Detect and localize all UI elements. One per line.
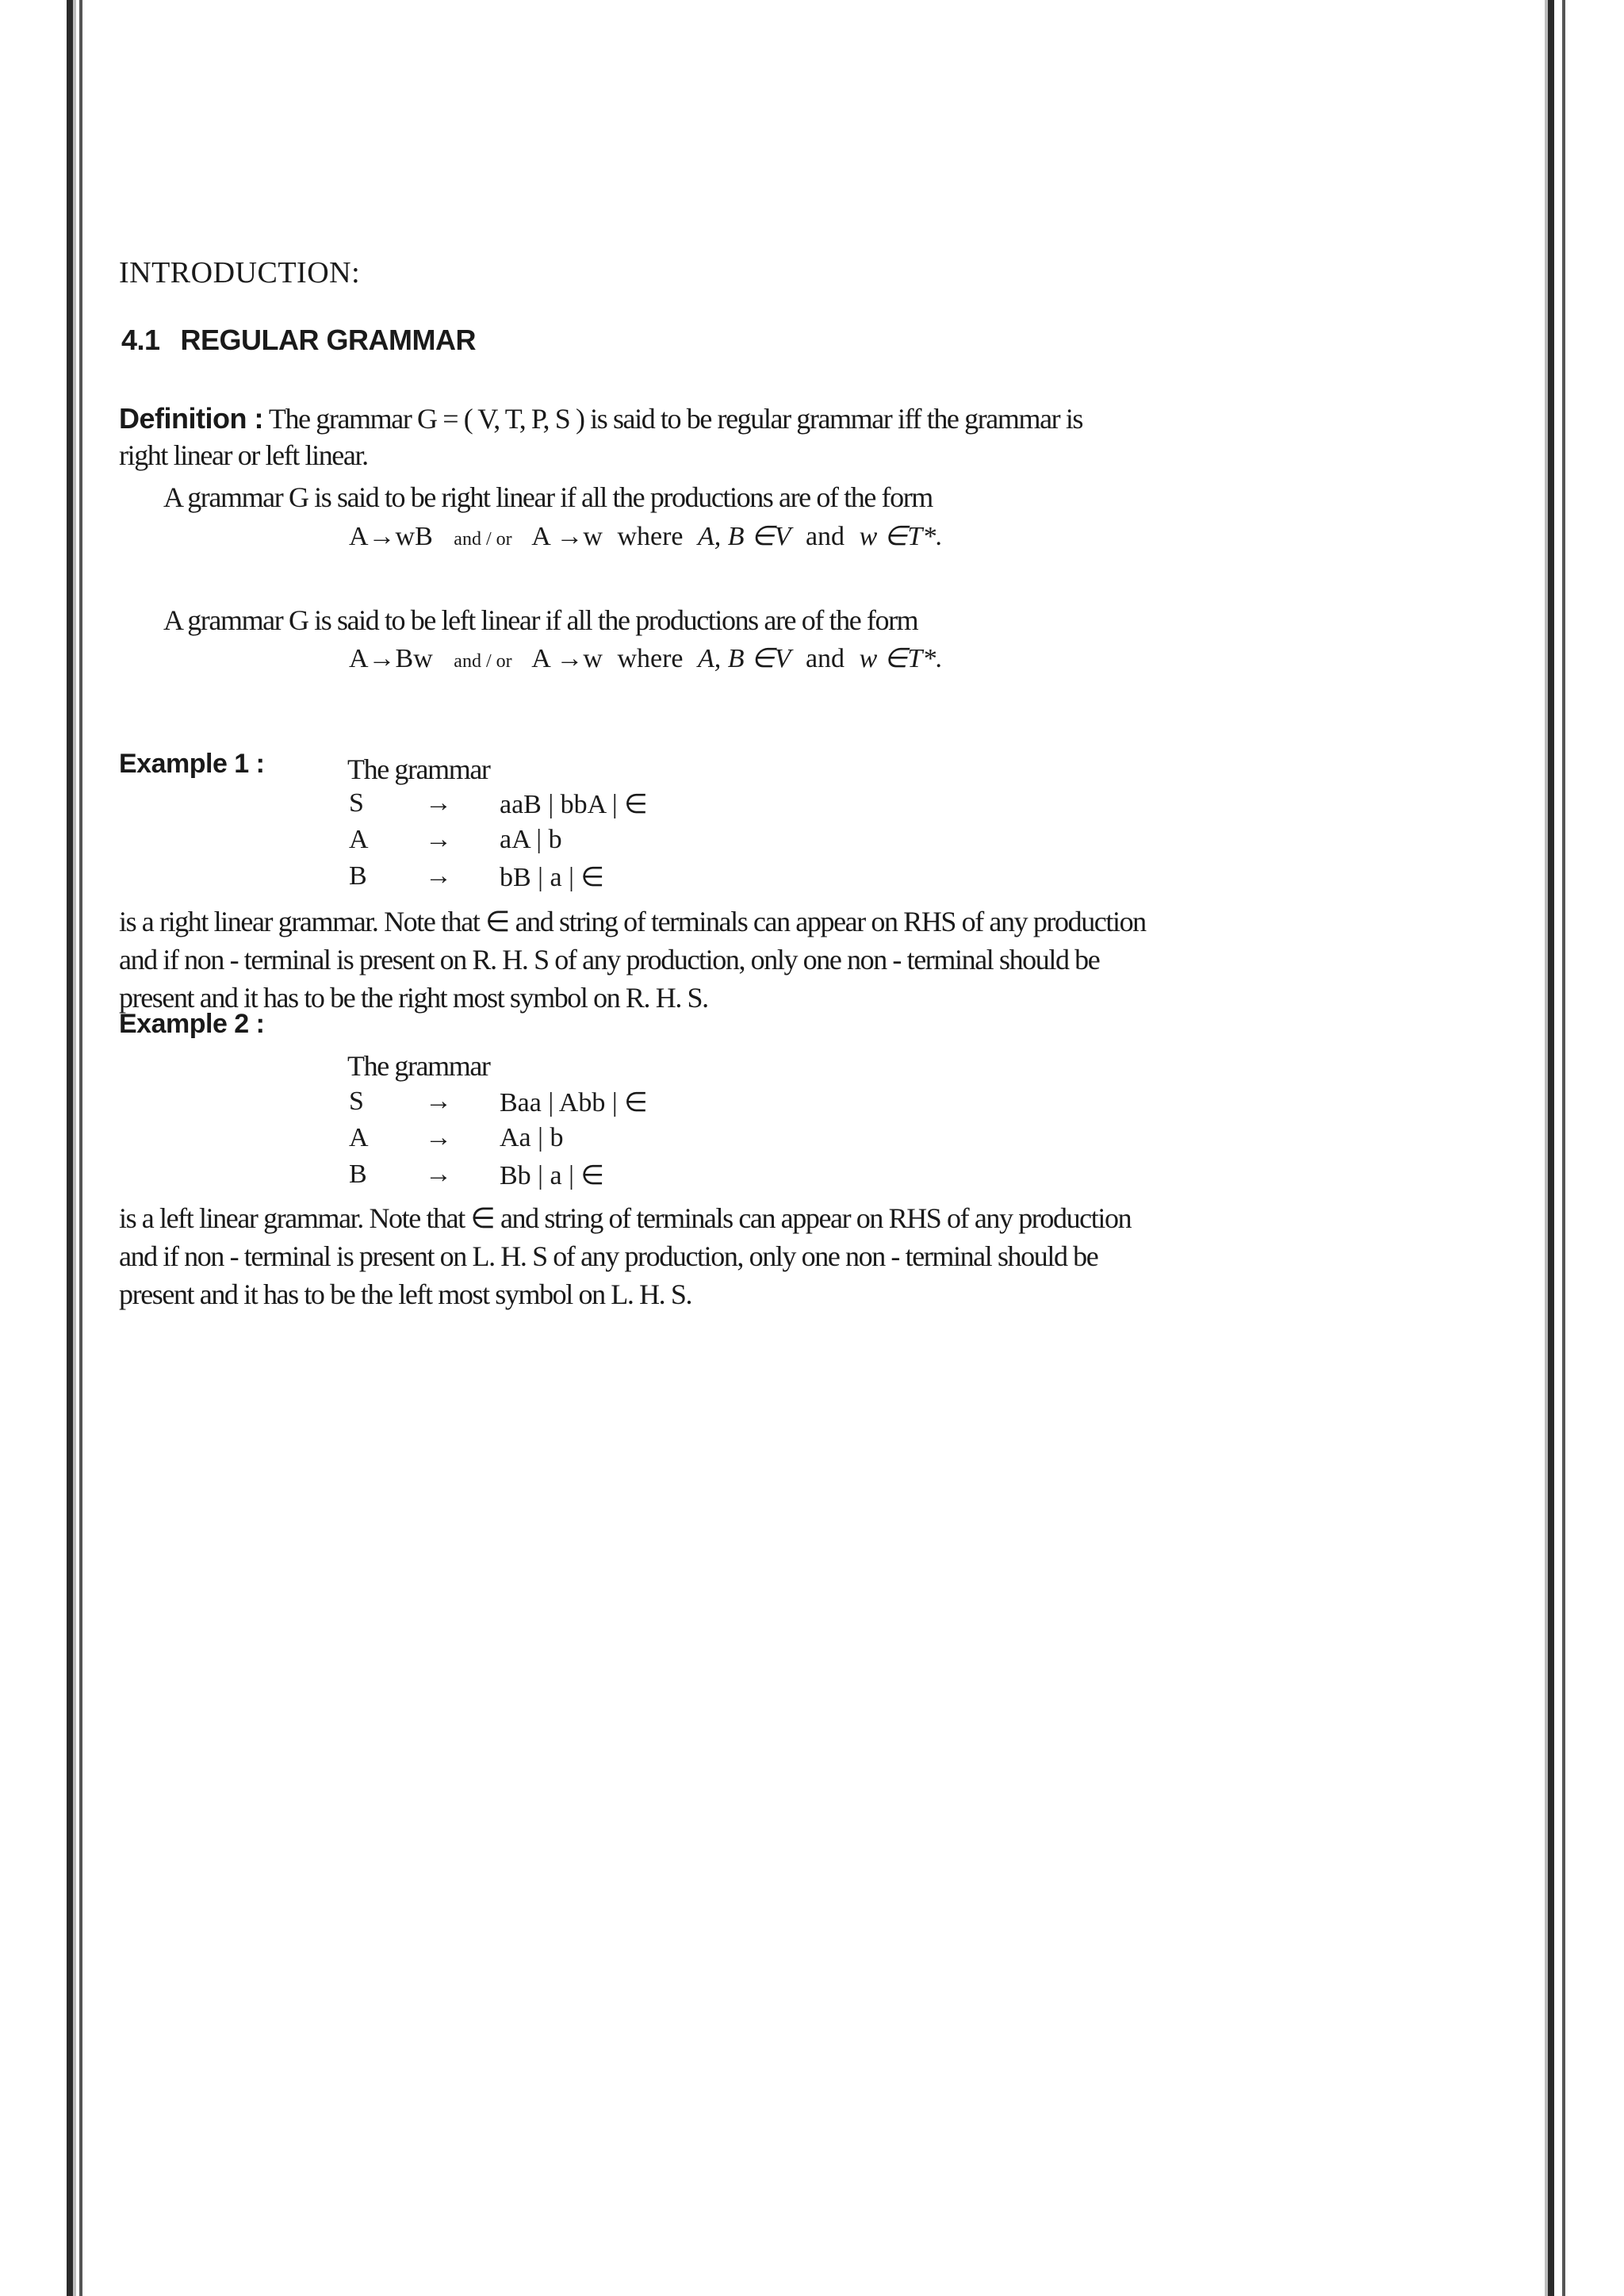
production-arrow: →: [425, 1087, 452, 1116]
formula-production-a: A→wB: [349, 522, 433, 551]
example-1-intro: The grammar: [347, 753, 490, 785]
right-linear-formula: [349, 520, 943, 552]
example-1-label: Example 1 :: [119, 749, 265, 779]
example-2-intro: The grammar: [347, 1050, 490, 1082]
production-rhs: aaB | bbA | ∈: [500, 790, 648, 819]
section-title: REGULAR GRAMMAR: [180, 324, 477, 356]
formula-production-b: A →w: [531, 644, 603, 673]
production-lhs: A: [349, 1123, 369, 1152]
section-number: 4.1: [121, 324, 160, 356]
formula-production-a: A→Bw: [349, 644, 433, 673]
production-rhs: Aa | b: [500, 1123, 564, 1152]
example-1-note-line-2: and if non - terminal is present on R. H. S of any production, only one non - terminal should be: [119, 944, 1100, 976]
page-border-left: [67, 0, 76, 2296]
definition-line-2: right linear or left linear.: [119, 439, 368, 471]
example-1-note-line-1: is a right linear grammar. Note that ∈ and string of terminals can appear on RHS of any production: [119, 906, 1146, 937]
formula-production-b: A →w: [531, 522, 603, 551]
production-arrow: →: [425, 861, 452, 891]
definition-line-1: [119, 400, 1082, 438]
page-border-right: [1545, 0, 1554, 2296]
production-rhs: bB | a | ∈: [500, 863, 604, 892]
formula-where: where: [617, 644, 684, 673]
formula-w: w ∈T*.: [859, 644, 943, 673]
production-lhs: S: [349, 788, 364, 818]
left-linear-sentence: A grammar G is said to be left linear if all the productions are of the form: [163, 604, 918, 636]
production-rhs: Baa | Abb | ∈: [500, 1088, 648, 1117]
example-2-label: Example 2 :: [119, 1009, 265, 1039]
production-arrow: →: [425, 1123, 452, 1152]
production-lhs: S: [349, 1087, 364, 1116]
production-arrow: →: [425, 1159, 452, 1189]
production-rhs: aA | b: [500, 825, 562, 854]
left-linear-formula: [349, 642, 943, 674]
formula-w: w ∈T*.: [859, 522, 943, 551]
formula-andor: and / or: [454, 529, 512, 550]
example-2-note-line-2: and if non - terminal is present on L. H. S of any production, only one non - terminal should be: [119, 1240, 1098, 1272]
formula-and: and: [805, 522, 845, 551]
formula-andor: and / or: [454, 651, 512, 672]
production-lhs: B: [349, 861, 367, 891]
section-heading: [121, 324, 476, 357]
production-arrow: →: [425, 825, 452, 854]
formula-where: where: [617, 522, 684, 551]
definition-label: Definition :: [119, 402, 263, 435]
production-lhs: B: [349, 1159, 367, 1189]
production-rhs: Bb | a | ∈: [500, 1161, 604, 1190]
example-2-note-line-3: present and it has to be the left most symbol on L. H. S.: [119, 1278, 692, 1310]
formula-set: A, B ∈V: [698, 644, 791, 673]
production-lhs: A: [349, 825, 369, 854]
production-arrow: →: [425, 788, 452, 818]
formula-set: A, B ∈V: [698, 522, 791, 551]
definition-text-1: The grammar G = ( V, T, P, S ) is said to be regular grammar iff the grammar is: [268, 403, 1083, 435]
right-linear-sentence: A grammar G is said to be right linear if all the productions are of the form: [163, 481, 933, 513]
introduction-heading: INTRODUCTION:: [119, 256, 361, 289]
example-1-note-line-3: present and it has to be the right most symbol on R. H. S.: [119, 982, 708, 1014]
example-2-note-line-1: is a left linear grammar. Note that ∈ and string of terminals can appear on RHS of any production: [119, 1202, 1132, 1234]
formula-and: and: [805, 644, 845, 673]
